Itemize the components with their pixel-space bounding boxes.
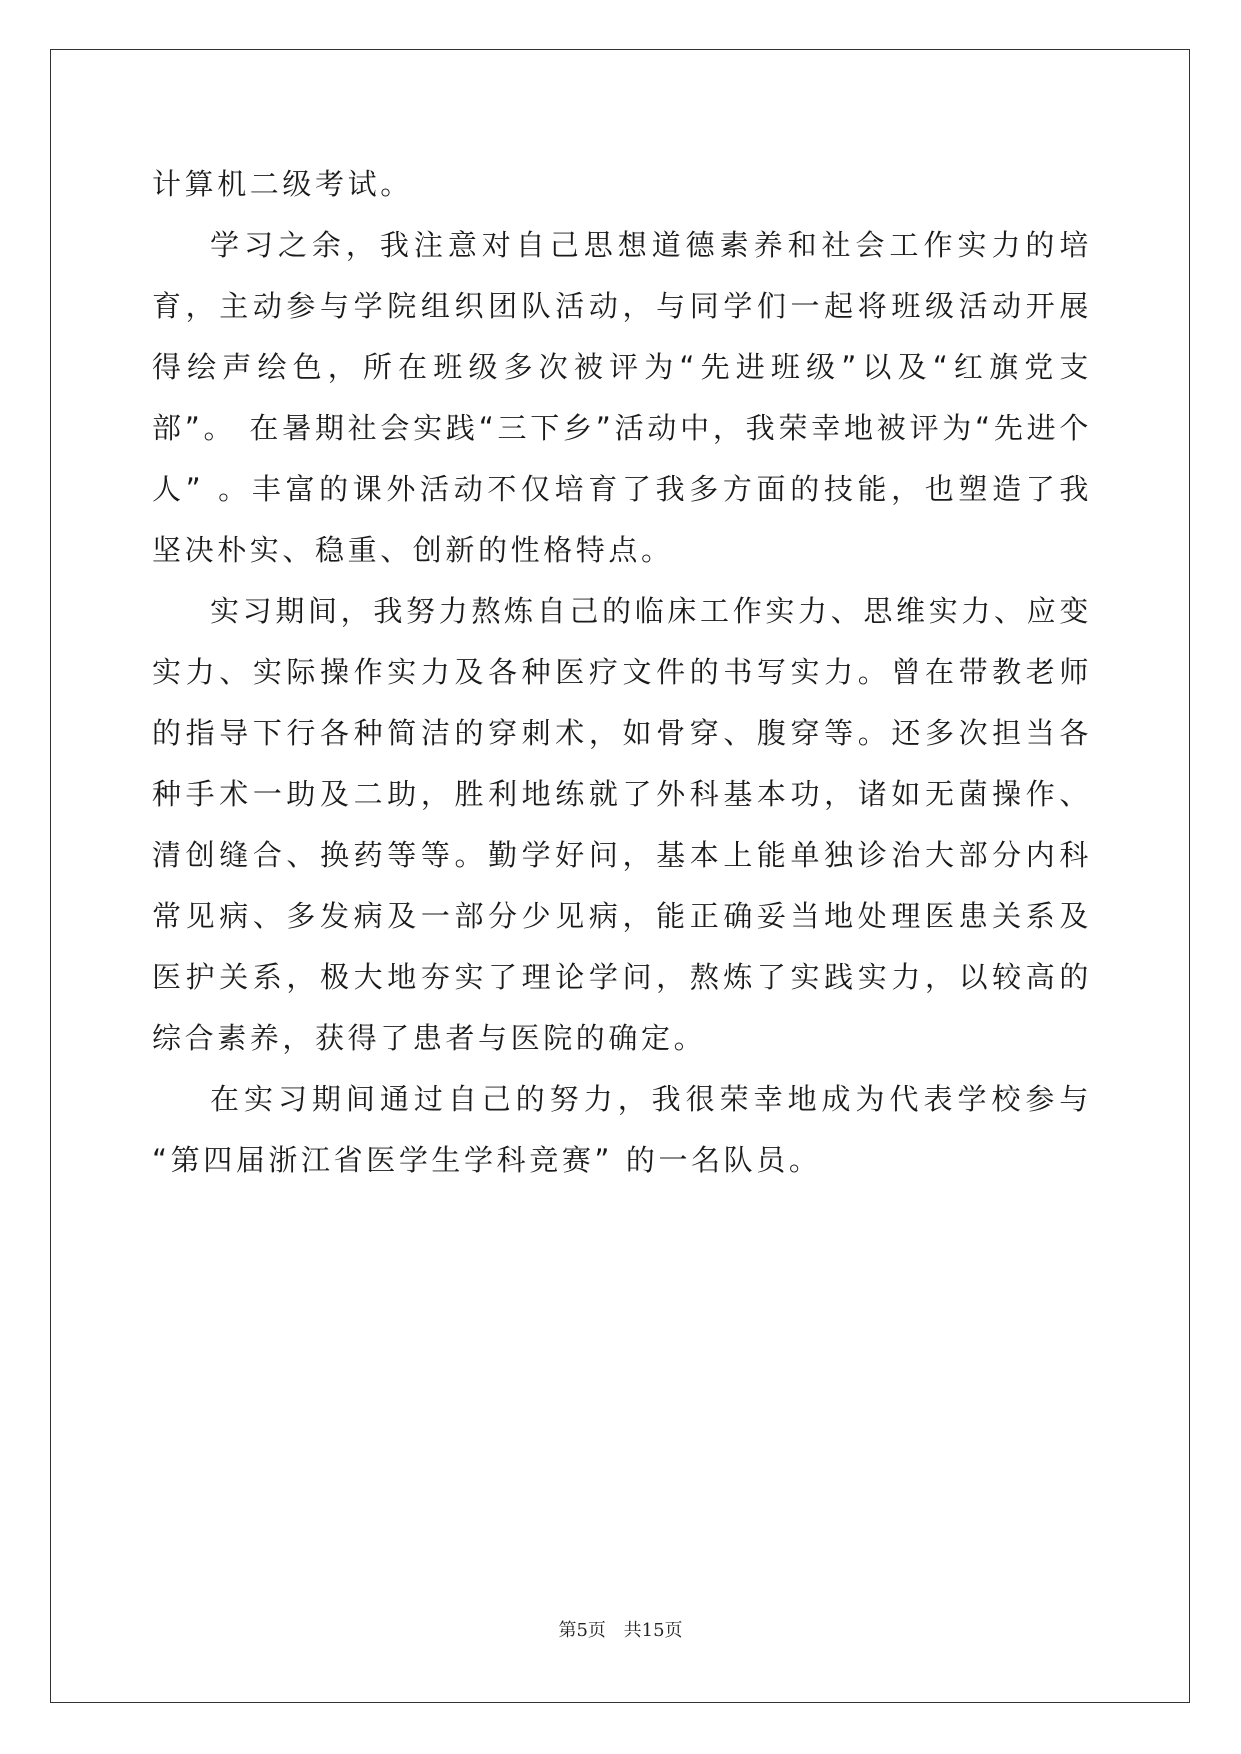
page-number: 第5页 xyxy=(558,1620,606,1641)
document-body xyxy=(152,154,1092,1191)
paragraph-4: 在实习期间通过自己的努力，我很荣幸地成为代表学校参与 “第四届浙江省医学生学科竞赛” 的一名队员。 xyxy=(152,1082,1092,1177)
paragraph-1: 计算机二级考试。 xyxy=(152,167,413,201)
page-total: 共15页 xyxy=(623,1620,683,1641)
paragraph-3: 实习期间，我努力熬炼自己的临床工作实力、思维实力、应变实力、实际操作实力及各种医疗文件的书写实力。曾在带教老师的指导下行各种简洁的穿刺术，如骨穿、腹穿等。还多次担当各种手术一助及二助，胜利地练就了外科基本功，诸如无菌操作、清创缝合、换药等等。勤学好问，基本上能单独诊治大部分内科常见病、多发病及一部分少见病，能正确妥当地处理医患关系及医护关系，极大地夯实了理论学问，熬炼了实践实力，以较高的综合素养，获得了患者与医院的确定。 xyxy=(152,594,1092,1055)
page-footer xyxy=(0,1616,1241,1642)
paragraph-2: 学习之余，我注意对自己思想道德素养和社会工作实力的培育，主动参与学院组织团队活动，与同学们一起将班级活动开展得绘声绘色，所在班级多次被评为“先进班级”以及“红旗党支部”。 在暑期社会实践“三下乡”活动中，我荣幸地被评为“先进个人” 。丰富的课外活动不仅培育了我多方面的技能，也塑造了我坚决朴实、稳重、创新的性格特点。 xyxy=(152,228,1092,567)
